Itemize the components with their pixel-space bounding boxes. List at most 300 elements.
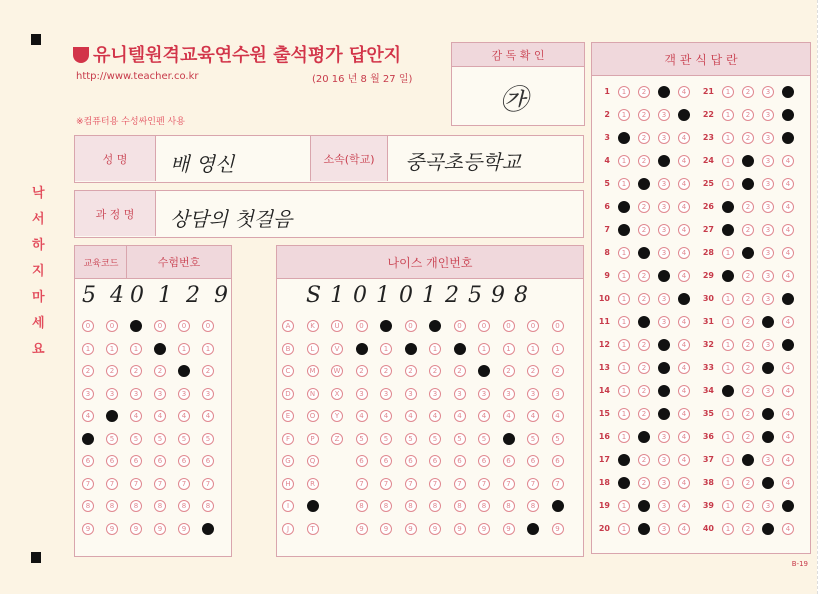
answer-bubble[interactable]: 3	[762, 385, 774, 397]
code-bubble[interactable]: 1	[82, 343, 94, 355]
code-bubble[interactable]: 4	[154, 410, 166, 422]
answer-bubble[interactable]: 4	[782, 362, 794, 374]
neis-bubble[interactable]: Y	[331, 410, 343, 422]
neis-bubble[interactable]: Z	[331, 433, 343, 445]
answer-bubble[interactable]: 2	[638, 109, 650, 121]
neis-bubble[interactable]	[478, 365, 490, 377]
neis-bubble[interactable]: 3	[478, 388, 490, 400]
code-bubble[interactable]: 1	[202, 343, 214, 355]
answer-bubble[interactable]: 1	[722, 454, 734, 466]
school-value[interactable]: 중곡초등학교	[405, 150, 521, 174]
code-bubble[interactable]: 8	[82, 500, 94, 512]
neis-bubble[interactable]: 9	[429, 523, 441, 535]
neis-bubble[interactable]: 6	[429, 455, 441, 467]
answer-bubble[interactable]	[658, 155, 670, 167]
neis-bubble[interactable]: 5	[527, 433, 539, 445]
code-bubble[interactable]: 6	[106, 455, 118, 467]
answer-bubble[interactable]: 1	[618, 385, 630, 397]
answer-bubble[interactable]	[638, 431, 650, 443]
code-bubble[interactable]: 5	[106, 433, 118, 445]
answer-bubble[interactable]: 4	[678, 224, 690, 236]
answer-bubble[interactable]	[762, 316, 774, 328]
neis-bubble[interactable]: 0	[356, 320, 368, 332]
neis-bubble[interactable]: 8	[527, 500, 539, 512]
code-bubble[interactable]: 6	[178, 455, 190, 467]
neis-bubble[interactable]	[307, 500, 319, 512]
neis-bubble[interactable]	[429, 320, 441, 332]
neis-bubble[interactable]: 1	[478, 343, 490, 355]
answer-bubble[interactable]: 1	[722, 431, 734, 443]
neis-bubble[interactable]	[503, 433, 515, 445]
answer-bubble[interactable]: 4	[678, 132, 690, 144]
neis-bubble[interactable]: 3	[527, 388, 539, 400]
answer-bubble[interactable]: 1	[722, 293, 734, 305]
code-bubble[interactable]: 4	[178, 410, 190, 422]
answer-bubble[interactable]	[782, 500, 794, 512]
answer-bubble[interactable]: 4	[678, 385, 690, 397]
neis-value[interactable]: S 1 0 1 0 1 2 5 9 8	[306, 283, 529, 308]
answer-bubble[interactable]	[742, 454, 754, 466]
answer-bubble[interactable]	[678, 293, 690, 305]
code-bubble[interactable]	[154, 343, 166, 355]
neis-bubble[interactable]: 2	[527, 365, 539, 377]
answer-bubble[interactable]	[722, 201, 734, 213]
answer-bubble[interactable]: 4	[678, 431, 690, 443]
neis-bubble[interactable]: 7	[478, 478, 490, 490]
neis-bubble[interactable]: 7	[429, 478, 441, 490]
answer-bubble[interactable]: 2	[638, 293, 650, 305]
neis-bubble[interactable]	[552, 500, 564, 512]
answer-bubble[interactable]: 3	[658, 431, 670, 443]
code-bubble[interactable]: 3	[130, 388, 142, 400]
neis-bubble[interactable]: 3	[356, 388, 368, 400]
neis-bubble[interactable]: 0	[405, 320, 417, 332]
answer-bubble[interactable]: 1	[722, 316, 734, 328]
answer-bubble[interactable]	[782, 132, 794, 144]
neis-bubble[interactable]: R	[307, 478, 319, 490]
answer-bubble[interactable]: 1	[722, 362, 734, 374]
neis-bubble[interactable]: Q	[307, 455, 319, 467]
neis-bubble[interactable]: X	[331, 388, 343, 400]
answer-bubble[interactable]: 4	[678, 454, 690, 466]
answer-bubble[interactable]: 3	[658, 523, 670, 535]
answer-bubble[interactable]: 3	[762, 247, 774, 259]
neis-bubble[interactable]: 4	[503, 410, 515, 422]
neis-bubble[interactable]: O	[307, 410, 319, 422]
code-bubble[interactable]: 0	[178, 320, 190, 332]
answer-bubble[interactable]	[658, 385, 670, 397]
code-bubble[interactable]: 1	[106, 343, 118, 355]
neis-bubble[interactable]: 7	[552, 478, 564, 490]
answer-bubble[interactable]: 4	[782, 270, 794, 282]
code-bubble[interactable]: 9	[106, 523, 118, 535]
code-bubble[interactable]	[202, 523, 214, 535]
neis-bubble[interactable]: 5	[478, 433, 490, 445]
code-bubble[interactable]: 7	[106, 478, 118, 490]
code-bubble[interactable]: 2	[82, 365, 94, 377]
code-bubble[interactable]: 5	[154, 433, 166, 445]
answer-bubble[interactable]: 3	[762, 500, 774, 512]
answer-bubble[interactable]	[618, 454, 630, 466]
answer-bubble[interactable]: 1	[618, 316, 630, 328]
neis-bubble[interactable]: U	[331, 320, 343, 332]
neis-bubble[interactable]: 8	[356, 500, 368, 512]
neis-bubble[interactable]: 5	[380, 433, 392, 445]
answer-bubble[interactable]: 3	[658, 247, 670, 259]
answer-bubble[interactable]: 4	[782, 178, 794, 190]
code-bubble[interactable]: 5	[202, 433, 214, 445]
neis-bubble[interactable]: 4	[454, 410, 466, 422]
neis-bubble[interactable]: 4	[527, 410, 539, 422]
answer-bubble[interactable]: 3	[658, 477, 670, 489]
code-bubble[interactable]: 7	[130, 478, 142, 490]
neis-bubble[interactable]: 1	[429, 343, 441, 355]
answer-bubble[interactable]: 1	[722, 109, 734, 121]
neis-bubble[interactable]: W	[331, 365, 343, 377]
answer-bubble[interactable]: 4	[678, 247, 690, 259]
answer-bubble[interactable]: 1	[722, 500, 734, 512]
neis-bubble[interactable]: 0	[454, 320, 466, 332]
neis-bubble[interactable]: 6	[380, 455, 392, 467]
answer-bubble[interactable]: 1	[722, 132, 734, 144]
answer-bubble[interactable]	[638, 178, 650, 190]
code-bubble[interactable]: 3	[82, 388, 94, 400]
answer-bubble[interactable]: 3	[762, 293, 774, 305]
neis-bubble[interactable]: 2	[356, 365, 368, 377]
answer-bubble[interactable]: 4	[782, 523, 794, 535]
answer-bubble[interactable]: 4	[782, 201, 794, 213]
neis-bubble[interactable]: A	[282, 320, 294, 332]
answer-bubble[interactable]: 3	[658, 109, 670, 121]
neis-bubble[interactable]: I	[282, 500, 294, 512]
answer-bubble[interactable]: 4	[782, 477, 794, 489]
answer-bubble[interactable]	[722, 385, 734, 397]
answer-bubble[interactable]	[742, 247, 754, 259]
neis-bubble[interactable]: 7	[503, 478, 515, 490]
neis-bubble[interactable]	[380, 320, 392, 332]
answer-bubble[interactable]: 3	[762, 132, 774, 144]
answer-bubble[interactable]	[762, 477, 774, 489]
answer-bubble[interactable]: 2	[742, 293, 754, 305]
neis-bubble[interactable]: 9	[380, 523, 392, 535]
code-bubble[interactable]: 7	[154, 478, 166, 490]
code-bubble[interactable]: 9	[154, 523, 166, 535]
answer-bubble[interactable]: 4	[782, 224, 794, 236]
neis-bubble[interactable]: 9	[552, 523, 564, 535]
answer-bubble[interactable]: 2	[742, 109, 754, 121]
neis-bubble[interactable]: V	[331, 343, 343, 355]
neis-bubble[interactable]: 9	[478, 523, 490, 535]
answer-bubble[interactable]	[658, 86, 670, 98]
answer-bubble[interactable]: 3	[658, 201, 670, 213]
neis-bubble[interactable]: 4	[429, 410, 441, 422]
code-bubble[interactable]	[130, 320, 142, 332]
answer-bubble[interactable]	[678, 109, 690, 121]
answer-bubble[interactable]: 3	[762, 155, 774, 167]
answer-bubble[interactable]: 4	[678, 362, 690, 374]
code-bubble[interactable]: 7	[202, 478, 214, 490]
neis-bubble[interactable]: 0	[527, 320, 539, 332]
neis-bubble[interactable]: 7	[405, 478, 417, 490]
answer-bubble[interactable]: 1	[618, 178, 630, 190]
code-bubble[interactable]: 8	[130, 500, 142, 512]
answer-bubble[interactable]: 3	[762, 86, 774, 98]
neis-bubble[interactable]: 2	[429, 365, 441, 377]
code-bubble[interactable]: 1	[178, 343, 190, 355]
answer-bubble[interactable]: 4	[678, 270, 690, 282]
code-bubble[interactable]: 8	[178, 500, 190, 512]
answer-bubble[interactable]: 1	[618, 293, 630, 305]
answer-bubble[interactable]: 3	[658, 454, 670, 466]
code-bubble[interactable]	[178, 365, 190, 377]
neis-bubble[interactable]: 3	[405, 388, 417, 400]
answer-bubble[interactable]: 2	[742, 132, 754, 144]
answer-bubble[interactable]	[638, 247, 650, 259]
neis-bubble[interactable]: 9	[503, 523, 515, 535]
answer-bubble[interactable]	[618, 201, 630, 213]
neis-bubble[interactable]: 1	[503, 343, 515, 355]
answer-bubble[interactable]: 3	[658, 224, 670, 236]
answer-bubble[interactable]: 2	[742, 201, 754, 213]
neis-bubble[interactable]: D	[282, 388, 294, 400]
neis-bubble[interactable]: 8	[503, 500, 515, 512]
code-bubble[interactable]: 8	[106, 500, 118, 512]
answer-bubble[interactable]: 1	[618, 86, 630, 98]
answer-bubble[interactable]: 1	[722, 86, 734, 98]
neis-bubble[interactable]: 5	[356, 433, 368, 445]
answer-bubble[interactable]: 4	[782, 454, 794, 466]
neis-bubble[interactable]: 6	[454, 455, 466, 467]
neis-bubble[interactable]: 9	[405, 523, 417, 535]
code-bubble[interactable]: 4	[130, 410, 142, 422]
code-bubble[interactable]: 8	[202, 500, 214, 512]
neis-bubble[interactable]: T	[307, 523, 319, 535]
neis-bubble[interactable]: E	[282, 410, 294, 422]
answer-bubble[interactable]: 2	[638, 270, 650, 282]
answer-bubble[interactable]: 2	[742, 86, 754, 98]
neis-bubble[interactable]: N	[307, 388, 319, 400]
code-bubble[interactable]: 4	[202, 410, 214, 422]
answer-bubble[interactable]	[658, 408, 670, 420]
answer-bubble[interactable]: 2	[742, 408, 754, 420]
answer-bubble[interactable]	[742, 178, 754, 190]
neis-bubble[interactable]: 4	[356, 410, 368, 422]
neis-bubble[interactable]: 3	[454, 388, 466, 400]
neis-bubble[interactable]: 8	[478, 500, 490, 512]
answer-bubble[interactable]: 1	[618, 408, 630, 420]
answer-bubble[interactable]: 1	[722, 523, 734, 535]
answer-bubble[interactable]	[762, 523, 774, 535]
answer-bubble[interactable]	[618, 224, 630, 236]
neis-bubble[interactable]: 6	[356, 455, 368, 467]
answer-bubble[interactable]: 2	[742, 385, 754, 397]
answer-bubble[interactable]	[722, 224, 734, 236]
code-bubble[interactable]: 2	[202, 365, 214, 377]
answer-bubble[interactable]: 4	[678, 408, 690, 420]
code-bubble[interactable]: 7	[178, 478, 190, 490]
neis-bubble[interactable]: L	[307, 343, 319, 355]
answer-bubble[interactable]: 2	[742, 477, 754, 489]
neis-bubble[interactable]	[454, 343, 466, 355]
answer-bubble[interactable]: 4	[782, 155, 794, 167]
neis-bubble[interactable]	[356, 343, 368, 355]
neis-bubble[interactable]: 9	[454, 523, 466, 535]
answer-bubble[interactable]: 1	[618, 523, 630, 535]
answer-bubble[interactable]: 4	[678, 316, 690, 328]
answer-bubble[interactable]: 4	[678, 201, 690, 213]
exam-no-value[interactable]: 0129	[130, 283, 242, 308]
answer-bubble[interactable]	[638, 316, 650, 328]
neis-bubble[interactable]: J	[282, 523, 294, 535]
code-bubble[interactable]	[106, 410, 118, 422]
answer-bubble[interactable]: 1	[618, 431, 630, 443]
code-bubble[interactable]: 6	[202, 455, 214, 467]
answer-bubble[interactable]: 4	[678, 86, 690, 98]
neis-bubble[interactable]: 8	[380, 500, 392, 512]
answer-bubble[interactable]	[782, 339, 794, 351]
answer-bubble[interactable]	[782, 109, 794, 121]
answer-bubble[interactable]	[658, 362, 670, 374]
neis-bubble[interactable]: 7	[356, 478, 368, 490]
answer-bubble[interactable]: 3	[762, 109, 774, 121]
answer-bubble[interactable]: 3	[762, 201, 774, 213]
neis-bubble[interactable]: 2	[405, 365, 417, 377]
answer-bubble[interactable]: 4	[782, 431, 794, 443]
neis-bubble[interactable]: 5	[429, 433, 441, 445]
answer-bubble[interactable]: 2	[638, 362, 650, 374]
answer-bubble[interactable]: 3	[658, 293, 670, 305]
neis-bubble[interactable]: 6	[478, 455, 490, 467]
answer-bubble[interactable]: 4	[678, 339, 690, 351]
answer-bubble[interactable]: 2	[742, 362, 754, 374]
neis-bubble[interactable]: 6	[405, 455, 417, 467]
answer-bubble[interactable]: 1	[618, 109, 630, 121]
code-bubble[interactable]: 9	[82, 523, 94, 535]
answer-bubble[interactable]	[658, 270, 670, 282]
answer-bubble[interactable]	[618, 132, 630, 144]
code-bubble[interactable]: 6	[154, 455, 166, 467]
code-bubble[interactable]: 3	[178, 388, 190, 400]
neis-bubble[interactable]: 2	[454, 365, 466, 377]
answer-bubble[interactable]: 2	[742, 431, 754, 443]
answer-bubble[interactable]: 2	[638, 132, 650, 144]
neis-bubble[interactable]: F	[282, 433, 294, 445]
answer-bubble[interactable]: 4	[678, 523, 690, 535]
code-bubble[interactable]: 5	[178, 433, 190, 445]
answer-bubble[interactable]: 2	[742, 224, 754, 236]
neis-bubble[interactable]: H	[282, 478, 294, 490]
code-bubble[interactable]: 2	[106, 365, 118, 377]
neis-bubble[interactable]: 3	[380, 388, 392, 400]
neis-bubble[interactable]: 7	[454, 478, 466, 490]
answer-bubble[interactable]	[638, 500, 650, 512]
neis-bubble[interactable]: 7	[527, 478, 539, 490]
neis-bubble[interactable]: 5	[552, 433, 564, 445]
answer-bubble[interactable]: 2	[638, 477, 650, 489]
answer-bubble[interactable]: 2	[742, 270, 754, 282]
answer-bubble[interactable]: 1	[722, 477, 734, 489]
answer-bubble[interactable]: 1	[722, 155, 734, 167]
neis-bubble[interactable]: 6	[552, 455, 564, 467]
code-bubble[interactable]: 3	[106, 388, 118, 400]
answer-bubble[interactable]: 3	[658, 178, 670, 190]
code-bubble[interactable]: 6	[82, 455, 94, 467]
code-bubble[interactable]: 0	[202, 320, 214, 332]
answer-bubble[interactable]: 1	[618, 270, 630, 282]
answer-bubble[interactable]	[762, 362, 774, 374]
neis-bubble[interactable]: 3	[552, 388, 564, 400]
neis-bubble[interactable]	[527, 523, 539, 535]
neis-bubble[interactable]: 1	[552, 343, 564, 355]
answer-bubble[interactable]: 3	[762, 270, 774, 282]
neis-bubble[interactable]: 8	[405, 500, 417, 512]
answer-bubble[interactable]: 4	[678, 178, 690, 190]
answer-bubble[interactable]: 3	[658, 500, 670, 512]
answer-bubble[interactable]: 2	[638, 86, 650, 98]
code-bubble[interactable]: 9	[178, 523, 190, 535]
neis-bubble[interactable]: 6	[527, 455, 539, 467]
answer-bubble[interactable]: 3	[762, 454, 774, 466]
answer-bubble[interactable]	[762, 431, 774, 443]
neis-bubble[interactable]: 2	[552, 365, 564, 377]
code-bubble[interactable]: 3	[202, 388, 214, 400]
answer-bubble[interactable]: 3	[762, 224, 774, 236]
neis-bubble[interactable]	[405, 343, 417, 355]
code-bubble[interactable]: 2	[154, 365, 166, 377]
neis-bubble[interactable]: 4	[405, 410, 417, 422]
code-bubble[interactable]: 6	[130, 455, 142, 467]
answer-bubble[interactable]: 3	[658, 132, 670, 144]
answer-bubble[interactable]: 1	[618, 500, 630, 512]
answer-bubble[interactable]: 2	[638, 201, 650, 213]
answer-bubble[interactable]: 1	[722, 178, 734, 190]
answer-bubble[interactable]: 1	[618, 339, 630, 351]
answer-bubble[interactable]: 1	[618, 155, 630, 167]
code-bubble[interactable]: 9	[130, 523, 142, 535]
answer-bubble[interactable]: 2	[742, 339, 754, 351]
answer-bubble[interactable]: 1	[722, 339, 734, 351]
neis-bubble[interactable]: 1	[380, 343, 392, 355]
neis-bubble[interactable]: 0	[552, 320, 564, 332]
neis-bubble[interactable]: 2	[380, 365, 392, 377]
neis-bubble[interactable]: 9	[356, 523, 368, 535]
answer-bubble[interactable]	[722, 270, 734, 282]
answer-bubble[interactable]: 2	[638, 385, 650, 397]
answer-bubble[interactable]: 3	[658, 316, 670, 328]
code-bubble[interactable]: 1	[130, 343, 142, 355]
answer-bubble[interactable]: 1	[618, 362, 630, 374]
answer-bubble[interactable]	[638, 523, 650, 535]
neis-bubble[interactable]: 2	[503, 365, 515, 377]
neis-bubble[interactable]: 8	[429, 500, 441, 512]
answer-bubble[interactable]: 2	[742, 523, 754, 535]
answer-bubble[interactable]: 1	[722, 247, 734, 259]
answer-bubble[interactable]	[762, 408, 774, 420]
neis-bubble[interactable]: G	[282, 455, 294, 467]
neis-bubble[interactable]: 4	[552, 410, 564, 422]
answer-bubble[interactable]: 2	[638, 224, 650, 236]
neis-bubble[interactable]: 1	[527, 343, 539, 355]
answer-bubble[interactable]: 4	[678, 477, 690, 489]
answer-bubble[interactable]	[782, 293, 794, 305]
answer-bubble[interactable]: 4	[782, 247, 794, 259]
answer-bubble[interactable]	[618, 477, 630, 489]
neis-bubble[interactable]: C	[282, 365, 294, 377]
answer-bubble[interactable]: 4	[782, 408, 794, 420]
neis-bubble[interactable]: 7	[380, 478, 392, 490]
neis-bubble[interactable]: 4	[478, 410, 490, 422]
course-value[interactable]: 상담의 첫걸음	[170, 207, 293, 231]
